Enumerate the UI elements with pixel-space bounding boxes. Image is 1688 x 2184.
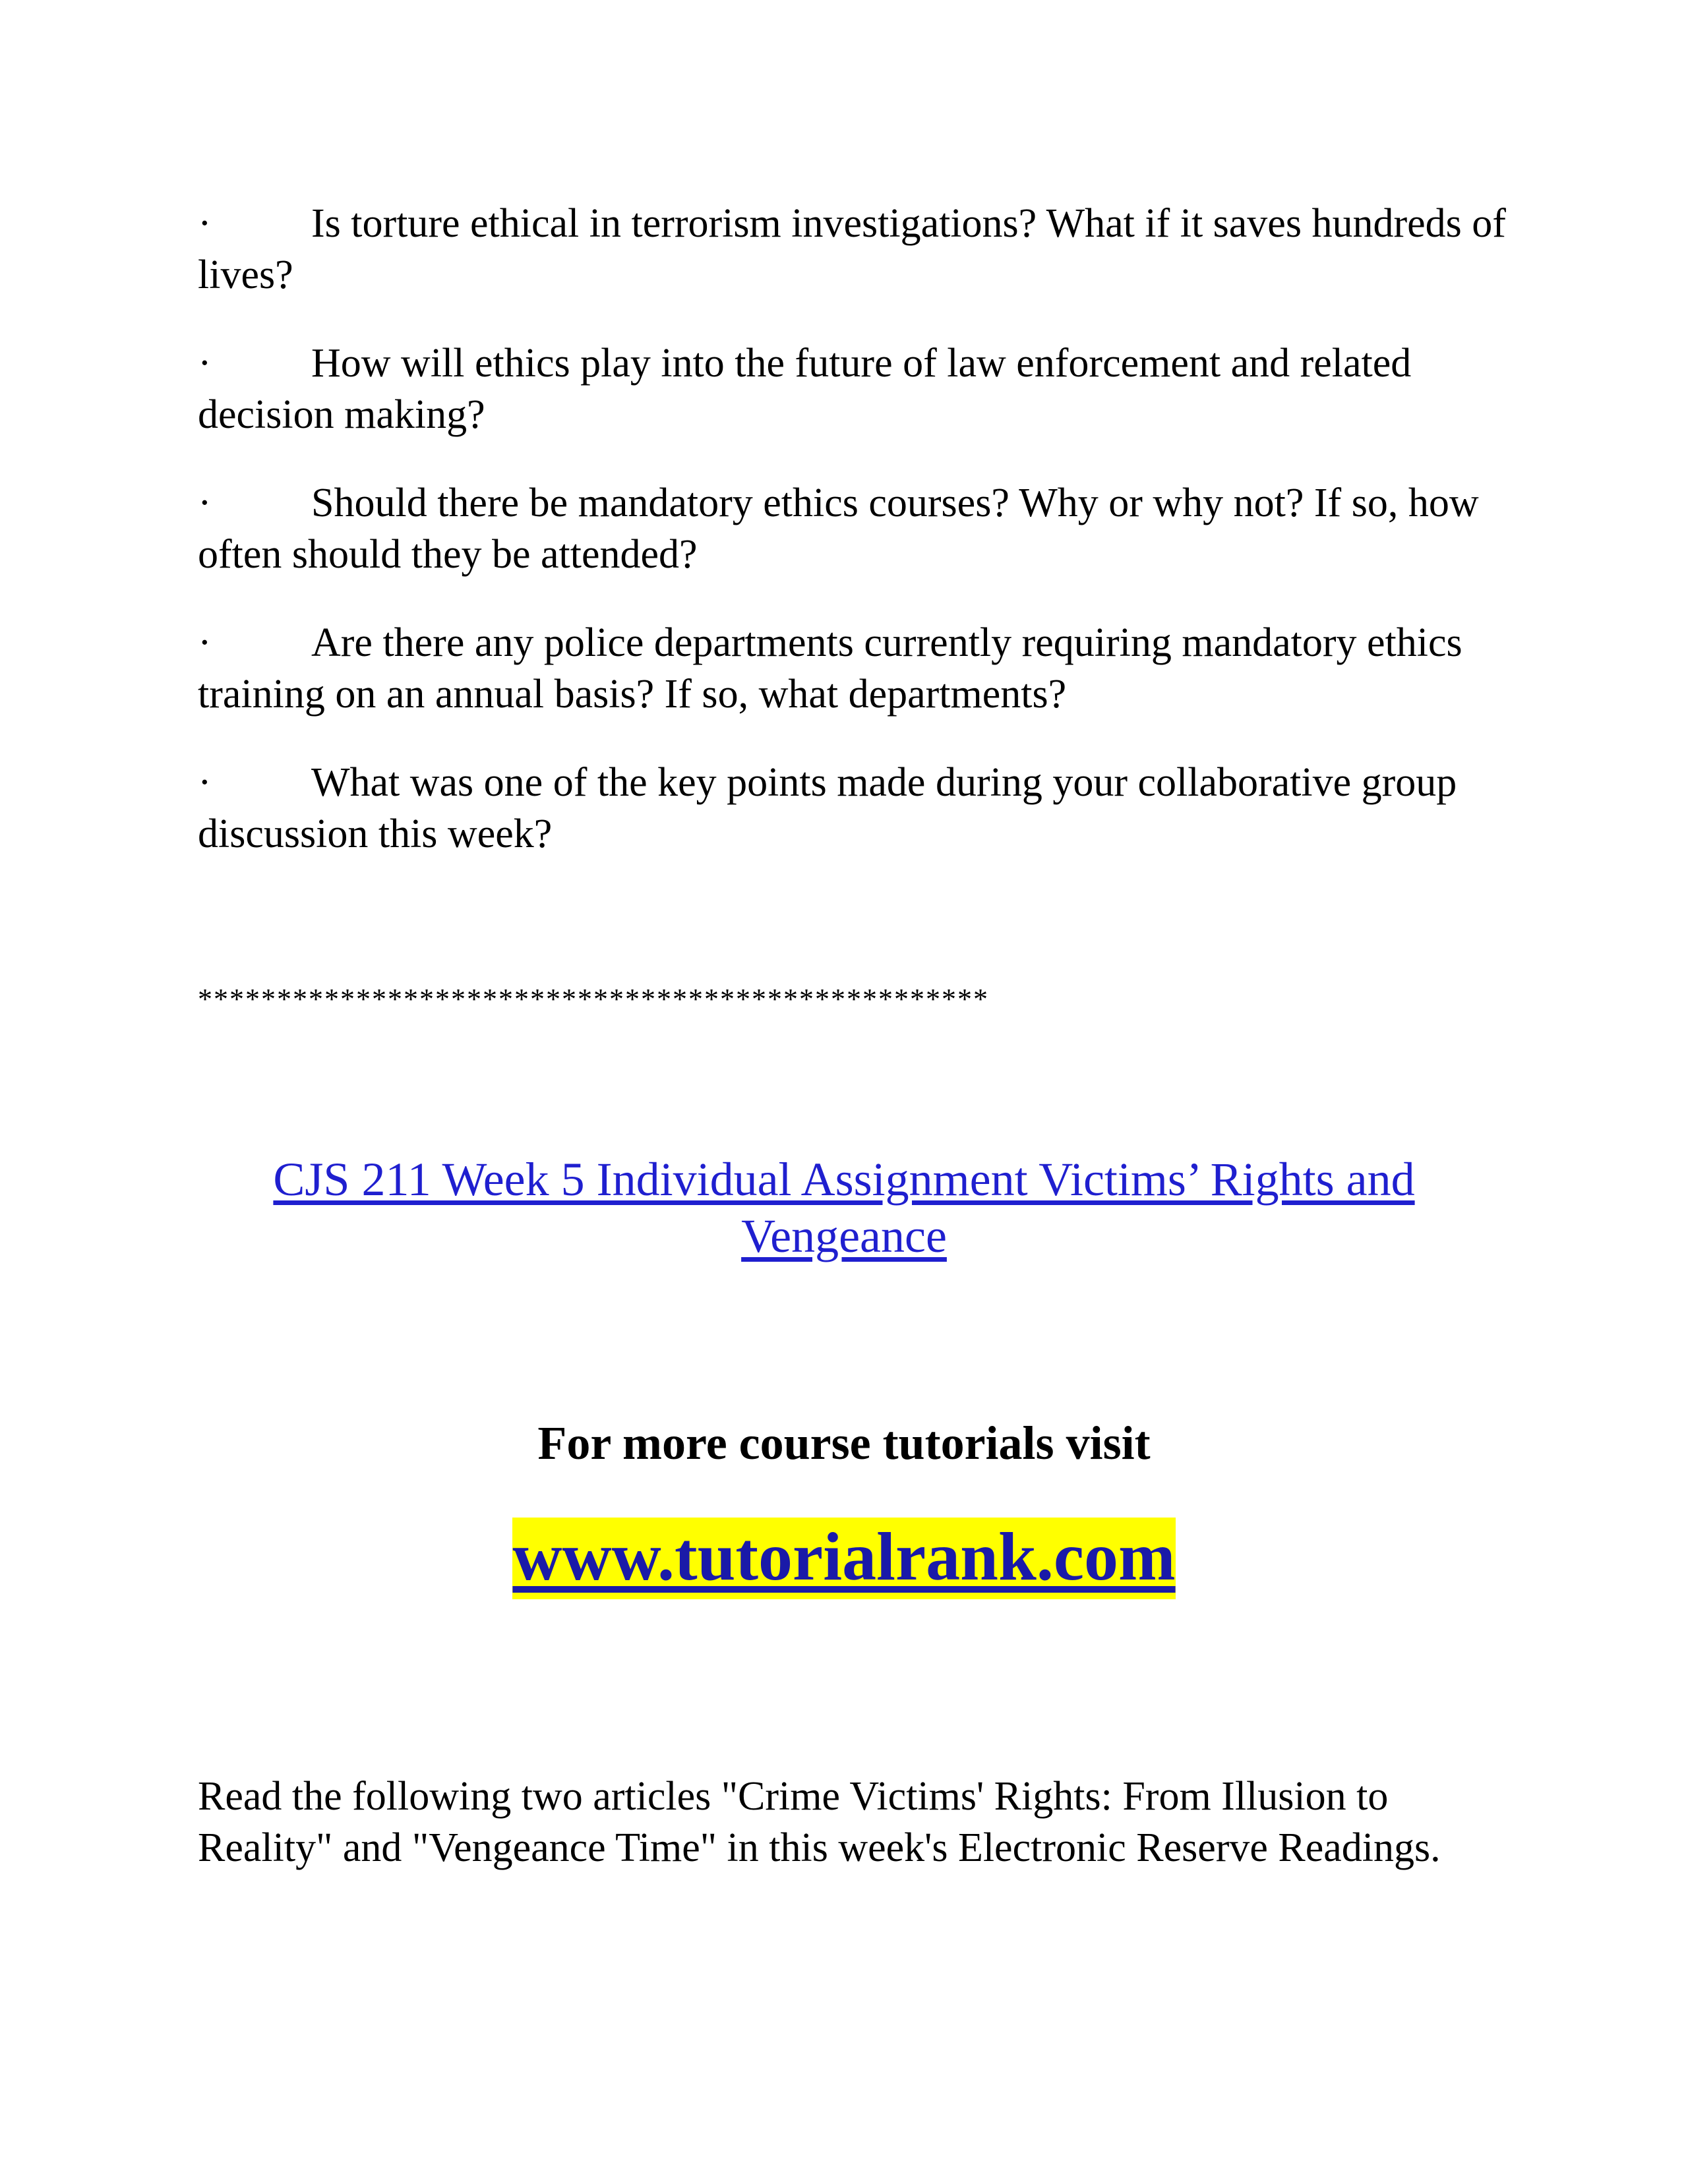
assignment-title-line1: CJS 211 Week 5 Individual Assignment Victims’ Rights and [273,1153,1415,1206]
separator: ************************************************** [198,983,989,1015]
question-item [198,757,1517,860]
question-item [198,617,1517,720]
question-text: Are there any police departments currently requiring mandatory ethics training on an annual basis? If so, what departments? [198,620,1462,717]
assignment-title-line2: Vengeance [741,1210,947,1262]
website-link[interactable]: www.tutorialrank.com [512,1518,1175,1599]
question-item [198,198,1517,301]
reading-instructions: Read the following two articles "Crime Victims' Rights: From Illusion to Reality" and "Vengeance Time" in this week's Electronic Reserve Readings. [198,1774,1441,1870]
question-text: Is torture ethical in terrorism investigations? What if it saves hundreds of lives? [198,201,1506,297]
assignment-title-link[interactable] [0,1151,1688,1264]
question-text: Should there be mandatory ethics courses? Why or why not? If so, how often should they be attended? [198,481,1479,577]
bullet-marker: · [198,201,212,246]
question-item [198,477,1517,580]
discussion-questions [198,198,1517,897]
bullet-marker: · [198,760,212,805]
question-item [198,338,1517,440]
bullet-marker: · [198,341,212,386]
site-link-container [0,1518,1688,1599]
bullet-marker: · [198,481,212,525]
question-text: How will ethics play into the future of law enforcement and related decision making? [198,341,1412,437]
question-text: What was one of the key points made during your collaborative group discussion this week? [198,760,1457,856]
bullet-marker: · [198,620,212,665]
visit-heading: For more course tutorials visit [537,1417,1151,1469]
